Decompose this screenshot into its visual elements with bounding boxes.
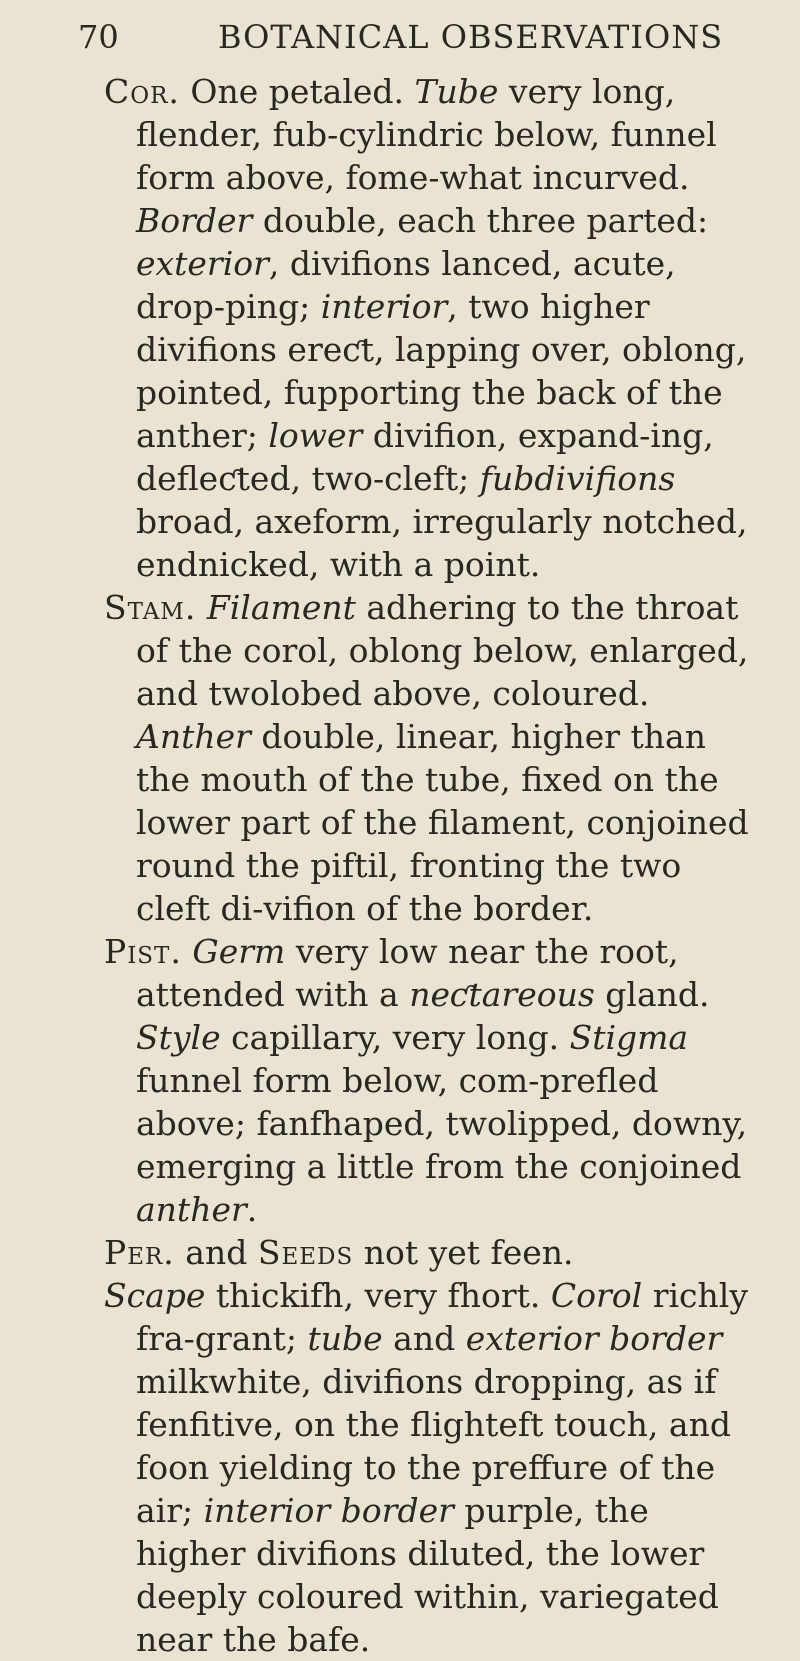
- section-label: Cor.: [104, 72, 180, 111]
- text-run: [196, 588, 207, 627]
- paragraph: [104, 930, 764, 1231]
- page-header: [78, 18, 740, 56]
- text-run: richly fra-grant;: [136, 1276, 748, 1358]
- text-run: very long, flender, fub-cylindric below, funnel form above, fome-what incurved.: [136, 72, 717, 197]
- italic-term: exterior border: [465, 1319, 723, 1358]
- italic-term: neƈtareous: [409, 975, 595, 1014]
- italic-term: Tube: [414, 72, 499, 111]
- paragraph: [104, 1231, 764, 1274]
- italic-term: lower: [268, 416, 363, 455]
- text-run: , divifions lanced, acute, drop-ping;: [136, 244, 676, 326]
- text-run: and: [382, 1319, 466, 1358]
- paragraph: [104, 70, 764, 586]
- text-run: double, linear, higher than the mouth of the tube, fixed on the lower part of the filament, conjoined round the piftil, fronting the two cleft di-vifion of the border.: [136, 717, 749, 928]
- italic-term: Stigma: [569, 1018, 689, 1057]
- section-label: Stam.: [104, 588, 197, 627]
- text-run: [182, 932, 193, 971]
- text-run: gland.: [594, 975, 710, 1014]
- text-run: milkwhite, divifions dropping, as if fenfitive, on the flighteft touch, and foon yielding to the preffure of the air;: [136, 1362, 731, 1530]
- text-run: adhering to the throat of the corol, oblong below, enlarged, and twolobed above, coloured.: [136, 588, 749, 713]
- italic-term: interior border: [203, 1491, 454, 1530]
- text-run: thickifh, very fhort.: [205, 1276, 551, 1315]
- section-label: Per.: [104, 1233, 175, 1272]
- italic-term: anther: [136, 1190, 247, 1229]
- text-run: capillary, very long.: [220, 1018, 570, 1057]
- italic-term: interior: [320, 287, 448, 326]
- italic-term: Anther: [136, 717, 251, 756]
- italic-term: Corol: [550, 1276, 643, 1315]
- italic-term: fubdivifions: [479, 459, 676, 498]
- text-body: [104, 70, 764, 1661]
- italic-term: Filament: [206, 588, 356, 627]
- italic-term: Border: [136, 201, 253, 240]
- text-run: broad, axeform, irregularly notched, endnicked, with a point.: [136, 502, 748, 584]
- paragraph: [104, 586, 764, 930]
- page-number: 70: [78, 18, 119, 56]
- italic-term: Scape: [104, 1276, 206, 1315]
- italic-term: tube: [307, 1319, 383, 1358]
- text-run: , two higher divifions ereƈt, lapping over, oblong, pointed, fupporting the back of the anther;: [136, 287, 747, 455]
- text-run: purple, the higher divifions diluted, the lower deeply coloured within, variegated near the bafe.: [136, 1491, 719, 1659]
- text-run: funnel form below, com-prefled above; fanfhaped, twolipped, downy, emerging a little from the conjoined: [136, 1061, 748, 1186]
- italic-term: Style: [136, 1018, 221, 1057]
- text-run: and: [174, 1233, 258, 1272]
- italic-term: exterior: [136, 244, 269, 283]
- text-run: One petaled.: [179, 72, 415, 111]
- text-run: double, each three parted:: [252, 201, 709, 240]
- section-label: Pist.: [104, 932, 182, 971]
- small-caps-term: Seeds: [257, 1233, 354, 1272]
- text-run: .: [246, 1190, 258, 1229]
- paragraph: [104, 1274, 764, 1661]
- running-head: BOTANICAL OBSERVATIONS: [218, 18, 724, 56]
- text-run: very low near the root, attended with a: [136, 932, 679, 1014]
- text-run: divifion, expand-ing, defleƈted, two-cleft;: [136, 416, 714, 498]
- text-run: not yet feen.: [353, 1233, 574, 1272]
- italic-term: Germ: [192, 932, 286, 971]
